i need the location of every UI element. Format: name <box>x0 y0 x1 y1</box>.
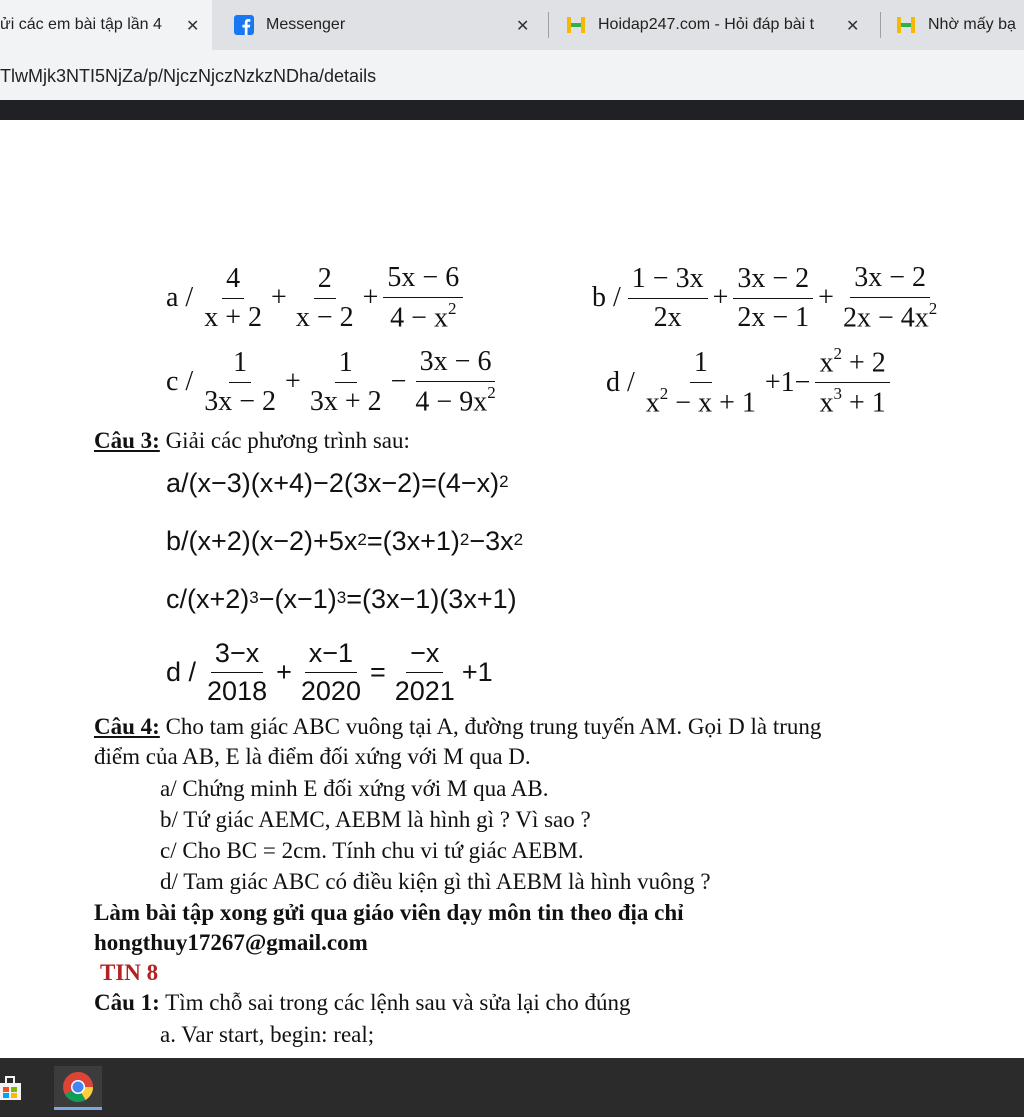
denominator: 2x − 1 <box>737 301 810 333</box>
expr-label: c / <box>166 366 194 398</box>
question-4-line1: Câu 4: Cho tam giác ABC vuông tại A, đường trung tuyến AM. Gọi D là trung <box>94 714 822 739</box>
denominator: $4 - x^2$ <box>390 299 457 334</box>
denominator: 2x <box>653 301 682 333</box>
numerator: −x <box>406 638 443 673</box>
tin-question-1a: a. Var start, begin: real; <box>160 1022 375 1047</box>
denominator: $x^2 - x + 1$ <box>645 383 756 418</box>
expr-label: a / <box>166 282 194 314</box>
numerator: $x^2 + 2$ <box>815 346 889 383</box>
question-heading: Câu 1: <box>94 990 160 1015</box>
question-4c: c/ Cho BC = 2cm. Tính chu vi tứ giác AEBM. <box>160 838 584 863</box>
equation-3c: c/(x+2) 3 −(x−1) 3 =(3x−1)(3x+1) <box>166 584 517 614</box>
denominator: 3x − 2 <box>204 385 277 417</box>
numerator: 1 <box>229 347 251 383</box>
tab-messenger[interactable] <box>234 0 546 50</box>
equation-3a: a/(x−3)(x+4)−2(3x−2)=(4−x) 2 <box>166 468 509 498</box>
expr-label: d / <box>606 366 635 398</box>
numerator: 3−x <box>211 638 263 673</box>
expr-2a: a / $\frac{4}{x + 2}$ + $\frac{2}{x - 2}$ + $\frac{5x - 6}{4 - x^2}$ <box>166 262 466 334</box>
tab-hoidap247[interactable] <box>566 0 876 50</box>
numerator: 4 <box>222 263 244 299</box>
page-top-band <box>0 100 1024 120</box>
tin-question-1: Câu 1: Tìm chỗ sai trong các lệnh sau và sửa lại cho đúng <box>94 990 631 1015</box>
question-4d: d/ Tam giác ABC có điều kiện gì thì AEBM là hình vuông ? <box>160 869 711 894</box>
denominator: 2018 <box>207 676 268 706</box>
tab-nho-may-ban[interactable] <box>896 0 1024 50</box>
numerator: 2 <box>314 263 336 299</box>
expr-2b: b / $\frac{1 - 3x}{2x}$ + $\frac{3x - 2}{2x - 1}$ + $\frac{3x - 2}{2x - 4x^2}$ <box>592 262 944 334</box>
tab-homework[interactable] <box>0 0 212 50</box>
facebook-icon <box>234 15 254 35</box>
expr-label: b / <box>592 282 621 314</box>
numerator: 3x − 2 <box>733 263 813 299</box>
expr-middle: +1− <box>764 366 811 398</box>
hoidap-logo-icon <box>566 15 586 35</box>
chrome-icon[interactable] <box>54 1066 102 1110</box>
tab-title: Hoidap247.com - Hỏi đáp bài t <box>598 16 815 33</box>
tab-title: Messenger <box>266 16 346 33</box>
tab-separator <box>880 12 881 38</box>
close-icon[interactable]: ✕ <box>186 15 200 35</box>
denominator: $x^3 + 1$ <box>819 384 886 419</box>
numerator: 5x − 6 <box>383 262 463 298</box>
denominator: 2021 <box>394 676 455 706</box>
numerator: 1 − 3x <box>628 263 708 299</box>
email-address: hongthuy17267@gmail.com <box>94 930 368 955</box>
denominator: 2020 <box>300 676 361 706</box>
question-4-line2: điểm của AB, E là điểm đối xứng với M qua D. <box>94 744 531 769</box>
hoidap-logo-icon <box>896 15 916 35</box>
numerator: 1 <box>335 347 357 383</box>
tab-separator <box>548 12 549 38</box>
close-icon[interactable]: ✕ <box>516 15 530 35</box>
tab-title: ửi các em bài tập lần 4 <box>0 16 162 33</box>
url-text[interactable]: TlwMjk3NTI5NjZa/p/NjczNjczNzkzNDha/details <box>0 66 377 86</box>
store-icon[interactable] <box>0 1066 34 1110</box>
numerator: x−1 <box>305 638 357 673</box>
question-heading: Câu 4: <box>94 714 160 739</box>
close-icon[interactable]: ✕ <box>846 15 860 35</box>
submission-note: Làm bài tập xong gửi qua giáo viên dạy môn tin theo địa chỉ <box>94 900 684 925</box>
expr-2c: c / $\frac{1}{3x - 2}$ + $\frac{1}{3x + 2}$ − $\frac{3x - 6}{4 - 9x^2}$ <box>166 346 503 418</box>
denominator: 3x + 2 <box>309 385 382 417</box>
denominator: $4 - 9x^2$ <box>415 383 496 418</box>
denominator: x + 2 <box>204 301 263 333</box>
tab-bar <box>0 0 1024 50</box>
expr-2d <box>606 346 893 420</box>
denominator: $2x - 4x^2$ <box>842 299 938 334</box>
numerator: 1 <box>690 347 712 383</box>
question-heading: Câu 3: <box>94 428 160 453</box>
tab-title: Nhờ mấy bạ <box>928 16 1016 33</box>
numerator: 3x − 2 <box>850 262 930 298</box>
subject-heading-tin8: TIN 8 <box>100 960 159 985</box>
denominator: x − 2 <box>295 301 354 333</box>
equation-3d: d / $\frac{3-x}{2018}$ + $\frac{x-1}{2020}$ = $\frac{-x}{2021}$ +1 <box>166 638 493 706</box>
equation-3b: b/(x+2)(x−2)+5x 2 =(3x+1) 2 −3x 2 <box>166 526 524 556</box>
taskbar <box>0 1058 1024 1117</box>
numerator: 3x − 6 <box>416 346 496 382</box>
question-4a: a/ Chứng minh E đối xứng với M qua AB. <box>160 776 549 801</box>
question-4b: b/ Tứ giác AEMC, AEBM là hình gì ? Vì sao ? <box>160 807 591 832</box>
document-page <box>0 120 1024 1058</box>
question-3-title: Câu 3: Giải các phương trình sau: <box>94 428 410 453</box>
